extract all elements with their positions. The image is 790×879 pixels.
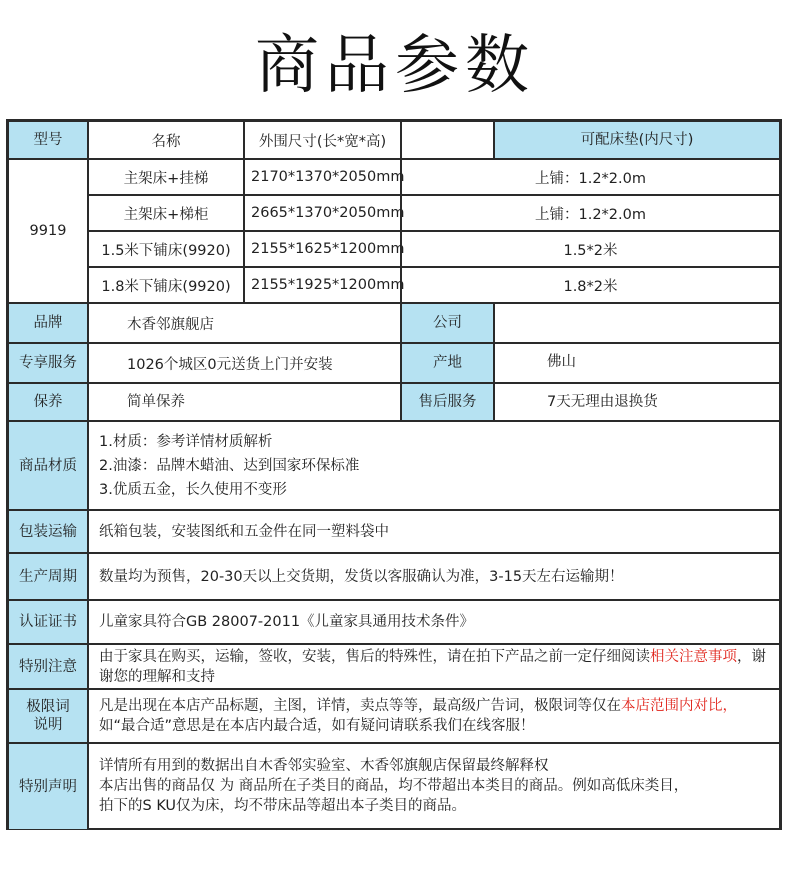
service-label: 专享服务 bbox=[8, 343, 88, 383]
packaging-value: 纸箱包装，安装图纸和五金件在同一塑料袋中 bbox=[88, 510, 780, 553]
origin-value: 佛山 bbox=[494, 343, 780, 383]
packaging-label: 包装运输 bbox=[8, 510, 88, 553]
material-line: 2.油漆：品牌木蜡油、达到国家环保标准 bbox=[99, 457, 360, 474]
certificate-value: 儿童家具符合GB 28007-2011《儿童家具通用技术条件》 bbox=[88, 600, 780, 644]
after-sales-value: 7天无理由退换货 bbox=[494, 383, 780, 421]
extreme-words-highlight: 本店范围内对比， bbox=[621, 698, 737, 714]
notice-label: 特别注意 bbox=[8, 644, 88, 689]
statement-line: 本店出售的商品仅 为 商品所在子类目的商品，均不带超出本类目的商品。例如高低床类目， bbox=[99, 778, 689, 794]
maintenance-label: 保养 bbox=[8, 383, 88, 421]
material-value bbox=[88, 421, 780, 510]
mattress-header: 可配床垫(内尺寸) bbox=[494, 121, 780, 159]
origin-label: 产地 bbox=[401, 343, 494, 383]
model-header: 型号 bbox=[8, 121, 88, 159]
statement-value bbox=[88, 743, 780, 830]
material-line: 1.材质：参考详情材质解析 bbox=[99, 433, 273, 450]
extreme-words-label-line: 说明 bbox=[33, 717, 63, 733]
extreme-words-label-line: 极限词 bbox=[26, 699, 70, 715]
extreme-words-text-end: 如“最合适”意思是在本店内最合适，如有疑问请联系我们在线客服！ bbox=[99, 718, 535, 734]
maintenance-value: 简单保养 bbox=[88, 383, 401, 421]
notice-highlight-link[interactable]: 相关注意事项 bbox=[650, 649, 737, 665]
production-label: 生产周期 bbox=[8, 553, 88, 600]
material-line: 3.优质五金，长久使用不变形 bbox=[99, 481, 287, 498]
brand-label: 品牌 bbox=[8, 303, 88, 343]
extreme-words-label bbox=[8, 689, 88, 743]
statement-line: 详情所有用到的数据出自木香邻实验室、木香邻旗舰店保留最终解释权 bbox=[99, 758, 549, 774]
product-size: 2170*1370*2050mm bbox=[244, 159, 401, 195]
product-size: 2155*1925*1200mm bbox=[244, 267, 401, 303]
certificate-label: 认证证书 bbox=[8, 600, 88, 644]
product-name: 主架床+挂梯 bbox=[88, 159, 244, 195]
product-mattress: 上铺：1.2*2.0m bbox=[401, 159, 780, 195]
product-size: 2665*1370*2050mm bbox=[244, 195, 401, 231]
service-value: 1026个城区0元送货上门并安装 bbox=[88, 343, 401, 383]
after-sales-label: 售后服务 bbox=[401, 383, 494, 421]
product-mattress: 1.8*2米 bbox=[401, 267, 780, 303]
empty-header-cell bbox=[401, 121, 494, 159]
material-label: 商品材质 bbox=[8, 421, 88, 510]
company-label: 公司 bbox=[401, 303, 494, 343]
product-name: 主架床+梯柜 bbox=[88, 195, 244, 231]
statement-label: 特别声明 bbox=[8, 743, 88, 830]
name-header: 名称 bbox=[88, 121, 244, 159]
product-name: 1.5米下铺床(9920) bbox=[88, 231, 244, 267]
company-value bbox=[494, 303, 780, 343]
notice-text: 由于家具在购买，运输，签收，安装，售后的特殊性，请在拍下产品之前一定仔细阅读 bbox=[99, 649, 650, 665]
notice-value bbox=[88, 644, 780, 689]
page-title: 商品参数 bbox=[255, 29, 535, 103]
parameter-table bbox=[6, 119, 782, 830]
product-size: 2155*1625*1200mm bbox=[244, 231, 401, 267]
product-mattress: 上铺：1.2*2.0m bbox=[401, 195, 780, 231]
production-value: 数量均为预售，20-30天以上交货期，发货以客服确认为准，3-15天左右运输期！ bbox=[88, 553, 780, 600]
product-name: 1.8米下铺床(9920) bbox=[88, 267, 244, 303]
model-number: 9919 bbox=[8, 159, 88, 303]
statement-line: 拍下的S KU仅为床，均不带床品等超出本子类目的商品。 bbox=[99, 798, 467, 814]
product-mattress: 1.5*2米 bbox=[401, 231, 780, 267]
extreme-words-value bbox=[88, 689, 780, 743]
extreme-words-text: 凡是出现在本店产品标题，主图，详情，卖点等等，最高级广告词，极限词等仅在 bbox=[99, 698, 621, 714]
size-header: 外围尺寸(长*宽*高) bbox=[244, 121, 401, 159]
notice-text-end: ，谢谢您的理解和支持 bbox=[99, 649, 766, 685]
brand-value: 木香邻旗舰店 bbox=[88, 303, 401, 343]
